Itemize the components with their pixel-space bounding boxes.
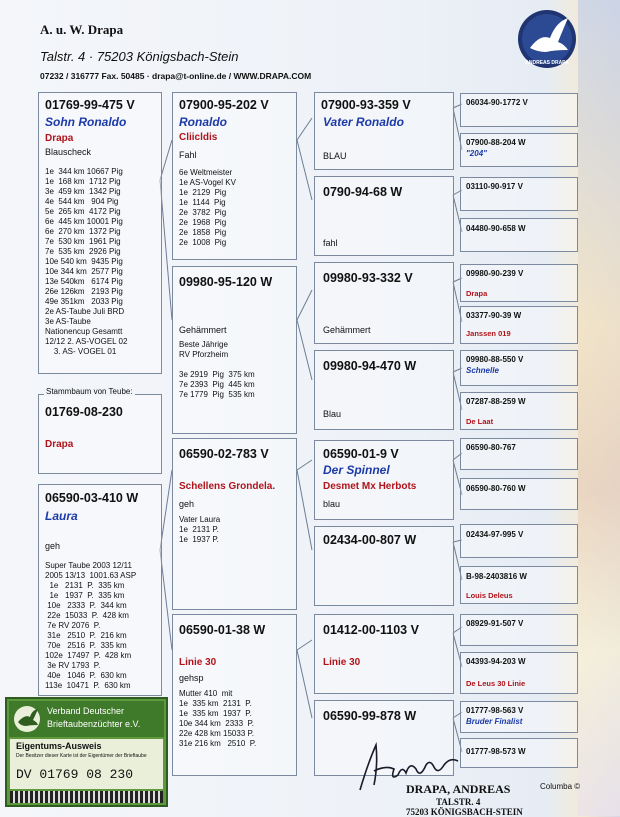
- grandparent-ring-number: 01412-00-1103 V: [323, 623, 419, 637]
- subject-color: Blauscheck: [45, 147, 92, 157]
- ownership-ring-number: DV 01769 08 230: [16, 767, 134, 782]
- association-name: Verband Deutscher: [47, 706, 125, 716]
- grandparent-color: BLAU: [323, 151, 347, 161]
- breeder-contact: 07232 / 316777 Fax. 50485 · drapa@t-online.de / WWW.DRAPA.COM: [40, 71, 312, 81]
- subject-ring-number: 01769-99-475 V: [45, 98, 135, 112]
- grandparent-color: Blau: [323, 409, 342, 419]
- parent-breeder: Linie 30: [179, 657, 217, 668]
- footer-city: 75203 KÖNIGSBACH-STEIN: [406, 807, 523, 817]
- great-grandparent-ring-number: 06590-80-767: [466, 443, 516, 452]
- grandparent-ring-number: 02434-00-807 W: [323, 533, 417, 547]
- great-grandparent-ring-number: 03110-90-917 V: [466, 182, 523, 191]
- grandparent-ring-number: 09980-94-470 W: [323, 359, 417, 373]
- grandparent-ring-number: 06590-99-878 W: [323, 709, 417, 723]
- great-grandparent-card-14: [460, 652, 578, 694]
- ownership-card-note: Der Besitzer dieser Karte ist der Eigentümer der Brieftaube: [16, 753, 147, 759]
- parent-performance: Mutter 410 mit 1e 335 km 2131 P. 1e 335 km 1937 P. 10e 344 km 2333 P. 22e 428 km 15033 P. 31e 216 km 2510 P.: [179, 689, 257, 748]
- parent-color: gehsp: [179, 673, 204, 683]
- parent-ring-number: 09980-95-120 W: [179, 275, 273, 289]
- parent-performance: 6e Weltmeister 1e AS-Vogel KV 1e 2129 Pig 1e 1144 Pig 2e 3782 Pig 2e 1968 Pig 2e 1858 Pig 2e 1008 Pig: [179, 168, 236, 247]
- grandparent-ring-number: 09980-93-332 V: [323, 271, 413, 285]
- grandparent-card-1: [314, 92, 454, 170]
- grandparent-color: fahl: [323, 238, 338, 248]
- great-grandparent-card-7: [460, 350, 578, 386]
- grandparent-breeder: Linie 30: [323, 657, 361, 668]
- grandparent-name: Vater Ronaldo: [323, 115, 404, 129]
- grandparent-breeder: Desmet Mx Herbots: [323, 481, 417, 492]
- subject-card: [38, 92, 162, 374]
- great-grandparent-card-12: [460, 566, 578, 604]
- great-grandparent-ring-number: 06034-90-1772 V: [466, 98, 528, 107]
- dam-color: geh: [45, 541, 61, 551]
- grandparent-ring-number: 0790-94-68 W: [323, 185, 403, 199]
- grandparent-ring-number: 06590-01-9 V: [323, 447, 399, 461]
- grandparent-card-7: [314, 614, 454, 694]
- ownership-card-body: [10, 739, 163, 789]
- dam-name: Laura: [45, 509, 78, 523]
- parent-ring-number: 06590-02-783 V: [179, 447, 269, 461]
- great-grandparent-breeder: Janssen 019: [466, 329, 511, 338]
- great-grandparent-card-8: [460, 392, 578, 430]
- great-grandparent-name: "204": [466, 149, 487, 158]
- grandparent-card-4: [314, 350, 454, 430]
- great-grandparent-card-6: [460, 306, 578, 344]
- great-grandparent-card-15: [460, 701, 578, 733]
- great-grandparent-ring-number: 04480-90-658 W: [466, 224, 526, 233]
- great-grandparent-name: Schnelle: [466, 366, 499, 375]
- parent-color: Gehämmert: [179, 325, 227, 335]
- great-grandparent-breeder: De Laat: [466, 417, 494, 426]
- great-grandparent-breeder: De Leus 30 Linie: [466, 679, 526, 688]
- great-grandparent-card-5: [460, 264, 578, 302]
- great-grandparent-card-10: [460, 478, 578, 510]
- breeder-name: A. u. W. Drapa: [40, 22, 124, 37]
- great-grandparent-card-13: [460, 614, 578, 646]
- great-grandparent-breeder: Louis Deleus: [466, 591, 513, 600]
- parent-ring-number: 07900-95-202 V: [179, 98, 269, 112]
- grandparent-card-2: [314, 176, 454, 256]
- great-grandparent-ring-number: 08929-91-507 V: [466, 619, 524, 628]
- stammbaum-breeder: Drapa: [45, 439, 74, 450]
- footer-name: DRAPA, ANDREAS: [406, 782, 511, 796]
- association-name-2: Brieftaubenzüchter e.V.: [47, 719, 141, 729]
- great-grandparent-ring-number: 06590-80-760 W: [466, 484, 526, 493]
- great-grandparent-ring-number: 07287-88-259 W: [466, 397, 526, 406]
- great-grandparent-ring-number: B-98-2403816 W: [466, 572, 527, 581]
- stammbaum-card: [38, 394, 162, 474]
- subject-performance: 1e 344 km 10667 Pig 1e 168 km 1712 Pig 3e 459 km 1342 Pig 4e 544 km 904 Pig 5e 265 km 4172 Pig 6e 445 km 10001 Pig 6e 270 km 1372 Pig 7e 530 km 1961 Pig 7e 535 km 2926 Pig 10e 540 km 9435 Pig 10e 344 km 2577 Pig 13e 540km 6174 Pig 26e 126km 2193 Pig 49e 351km 2033 Pig 2e AS-Taube Juli BRD 3e AS-Taube Nationencup Gesamtt 12/12 2. AS-VOGEL 02 3. AS- VOGEL 01: [45, 167, 128, 356]
- parent-color: Fahl: [179, 150, 197, 160]
- great-grandparent-card-4: [460, 218, 578, 252]
- grandparent-ring-number: 07900-93-359 V: [321, 98, 411, 112]
- parent-card-1: [172, 92, 297, 260]
- great-grandparent-breeder: Drapa: [466, 289, 488, 298]
- grandparent-card-3: [314, 262, 454, 344]
- parent-card-3: [172, 438, 297, 610]
- stammbaum-ring-number: 01769-08-230: [45, 405, 123, 419]
- parent-performance: Vater Laura 1e 2131 P. 1e 1937 P.: [179, 515, 221, 544]
- grandparent-card-5: [314, 440, 454, 520]
- great-grandparent-ring-number: 09980-90-239 V: [466, 269, 524, 278]
- great-grandparent-ring-number: 04393-94-203 W: [466, 657, 526, 666]
- dam-card: [38, 484, 162, 696]
- parent-breeder: Cliicldis: [179, 132, 218, 143]
- parent-card-4: [172, 614, 297, 776]
- dam-performance: Super Taube 2003 12/11 2005 13/13 1001.63 ASP 1e 2131 P. 335 km 1e 1937 P. 335 km 10e 2333 P. 344 km 22e 15033 P. 428 km 7e RV 2076 P. 31e 2510 P. 216 km 70e 2516 P. 335 km 102e 17497 P. 428 km 3e RV 1793 P. 40e 1046 P. 630 km 113e 10471 P. 630 km: [45, 561, 137, 690]
- grandparent-color: Gehämmert: [323, 325, 371, 335]
- great-grandparent-ring-number: 02434-97-995 V: [466, 530, 524, 539]
- ownership-card-title: Eigentums-Ausweis: [16, 741, 102, 751]
- grandparent-name: Der Spinnel: [323, 463, 390, 477]
- parent-performance: Beste Jährige RV Pforzheim 3e 2919 Pig 375 km 7e 2393 Pig 445 km 7e 1779 Pig 535 km: [179, 340, 255, 399]
- parent-color: geh: [179, 499, 195, 509]
- footer-owner: [406, 782, 523, 817]
- great-grandparent-card-2: [460, 133, 578, 167]
- breeder-address: Talstr. 4 · 75203 Königsbach-Stein: [40, 49, 239, 64]
- subject-breeder: Drapa: [45, 133, 74, 144]
- parent-breeder: Schellens Grondelа.: [179, 481, 276, 492]
- grandparent-color: blau: [323, 499, 341, 509]
- footer-street: TALSTR. 4: [436, 797, 481, 807]
- great-grandparent-ring-number: 07900-88-204 W: [466, 138, 526, 147]
- stammbaum-label: Stammbaum von Teube:: [46, 387, 133, 396]
- ownership-card-header: [9, 701, 164, 737]
- parent-name: Ronaldo: [179, 115, 227, 129]
- svg-text:ANDREAS DRAPA: ANDREAS DRAPA: [525, 60, 569, 66]
- dam-ring-number: 06590-03-410 W: [45, 491, 139, 505]
- great-grandparent-ring-number: 03377-90-39 W: [466, 311, 522, 320]
- dove-emblem-icon: [13, 705, 41, 733]
- grandparent-card-6: [314, 526, 454, 606]
- great-grandparent-card-3: [460, 177, 578, 211]
- parent-ring-number: 06590-01-38 W: [179, 623, 266, 637]
- great-grandparent-card-1: [460, 93, 578, 127]
- great-grandparent-card-11: [460, 524, 578, 558]
- great-grandparent-ring-number: 09980-88-550 V: [466, 355, 524, 364]
- ownership-card-barcode: [10, 791, 163, 803]
- great-grandparent-card-9: [460, 438, 578, 470]
- great-grandparent-ring-number: 01777-98-563 V: [466, 706, 524, 715]
- columba-mark: Columba ©: [540, 782, 581, 791]
- great-grandparent-ring-number: 01777-98-573 W: [466, 747, 526, 756]
- ownership-card: [5, 697, 168, 807]
- great-grandparent-card-16: [460, 738, 578, 768]
- parent-card-2: [172, 266, 297, 434]
- subject-name: Sohn Ronaldo: [45, 115, 127, 129]
- great-grandparent-name: Bruder Finalist: [466, 717, 523, 726]
